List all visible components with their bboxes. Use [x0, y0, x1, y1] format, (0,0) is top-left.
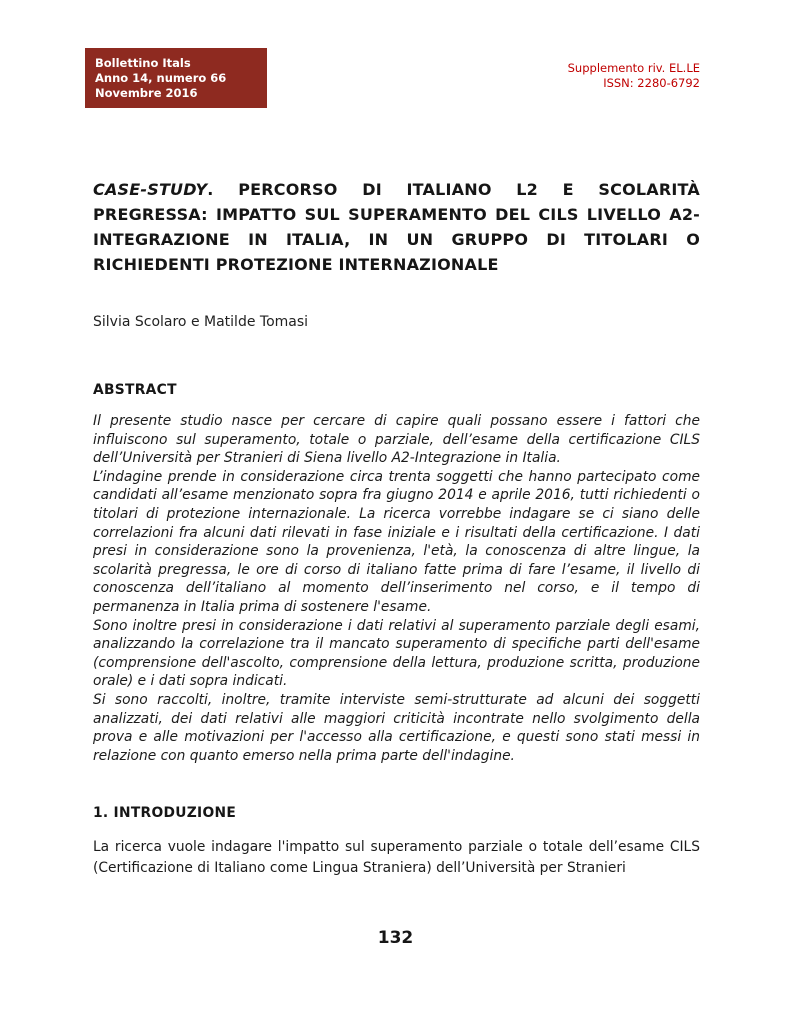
- introduction-paragraph: La ricerca vuole indagare l'impatto sul superamento parziale o totale dell’esame CILS (Certificazione di Italiano come Lingua Straniera) dell’Università per Stranieri: [93, 839, 700, 877]
- supplement-line: Supplemento riv. EL.LE: [567, 61, 700, 75]
- journal-info-box: [85, 48, 267, 108]
- journal-issue: Anno 14, numero 66: [95, 71, 227, 85]
- article-title-italic-part: CASE-STUDY: [93, 180, 208, 199]
- supplement-info: [568, 48, 700, 91]
- journal-date: Novembre 2016: [95, 86, 198, 100]
- page-content: [93, 0, 700, 879]
- abstract-paragraph-1: Il presente studio nasce per cercare di capire quali possano essere i fattori che influiscono sul superamento, totale o parziale, dell’esame della certificazione CILS dell’Università per Stranieri di Siena livello A2-Integrazione in Italia.: [93, 413, 700, 467]
- article-title: [93, 177, 700, 277]
- issn-line: ISSN: 2280-6792: [603, 76, 700, 90]
- section-heading-introduction: 1. INTRODUZIONE: [93, 805, 237, 822]
- abstract-paragraph-2: L’indagine prende in considerazione circa trenta soggetti che hanno partecipato come candidati all’esame menzionato sopra fra giugno 2014 e aprile 2016, tutti richiedenti o titolari di protezione internazionale. La ricerca vorrebbe indagare se ci siano delle correlazioni fra alcuni dati rilevati in fase iniziale e i risultati della certificazione. I dati presi in considerazione sono la provenienza, l'età, la conoscenza di altre lingue, la scolarità pregressa, le ore di corso di italiano fatte prima di fare l’esame, il livello di conoscenza dell’italiano al momento dell’inserimento nel corso, e il tempo di permanenza in Italia prima di sostenere l'esame.: [93, 468, 700, 615]
- article-title-rest: . PERCORSO DI ITALIANO L2 E SCOLARITÀ PREGRESSA: IMPATTO SUL SUPERAMENTO DEL CILS LIVELLO A2-INTEGRAZIONE IN ITALIA, IN UN GRUPPO DI TITOLARI O RICHIEDENTI PROTEZIONE INTERNAZIONALE: [93, 180, 700, 274]
- page-number: 132: [377, 928, 414, 948]
- journal-title: Bollettino Itals: [95, 56, 191, 70]
- page-header: [93, 0, 700, 108]
- authors-line: Silvia Scolaro e Matilde Tomasi: [93, 314, 309, 330]
- abstract-body: [93, 412, 700, 765]
- abstract-paragraph-4: Si sono raccolti, inoltre, tramite interviste semi-strutturate ad alcuni dei soggetti analizzati, dei dati relativi alle maggiori criticità incontrate nello svolgimento della prova e alle motivazioni per l'accesso alla certificazione, e questi sono stati messi in relazione con quanto emerso nella prima parte dell'indagine.: [93, 691, 700, 764]
- abstract-heading: ABSTRACT: [93, 382, 177, 398]
- abstract-paragraph-3: Sono inoltre presi in considerazione i dati relativi al superamento parziale degli esami, analizzando la correlazione tra il mancato superamento di specifiche parti dell'esame (comprensione dell'ascolto, comprensione della lettura, produzione scritta, produzione orale) e i dati sopra indicati.: [93, 617, 700, 690]
